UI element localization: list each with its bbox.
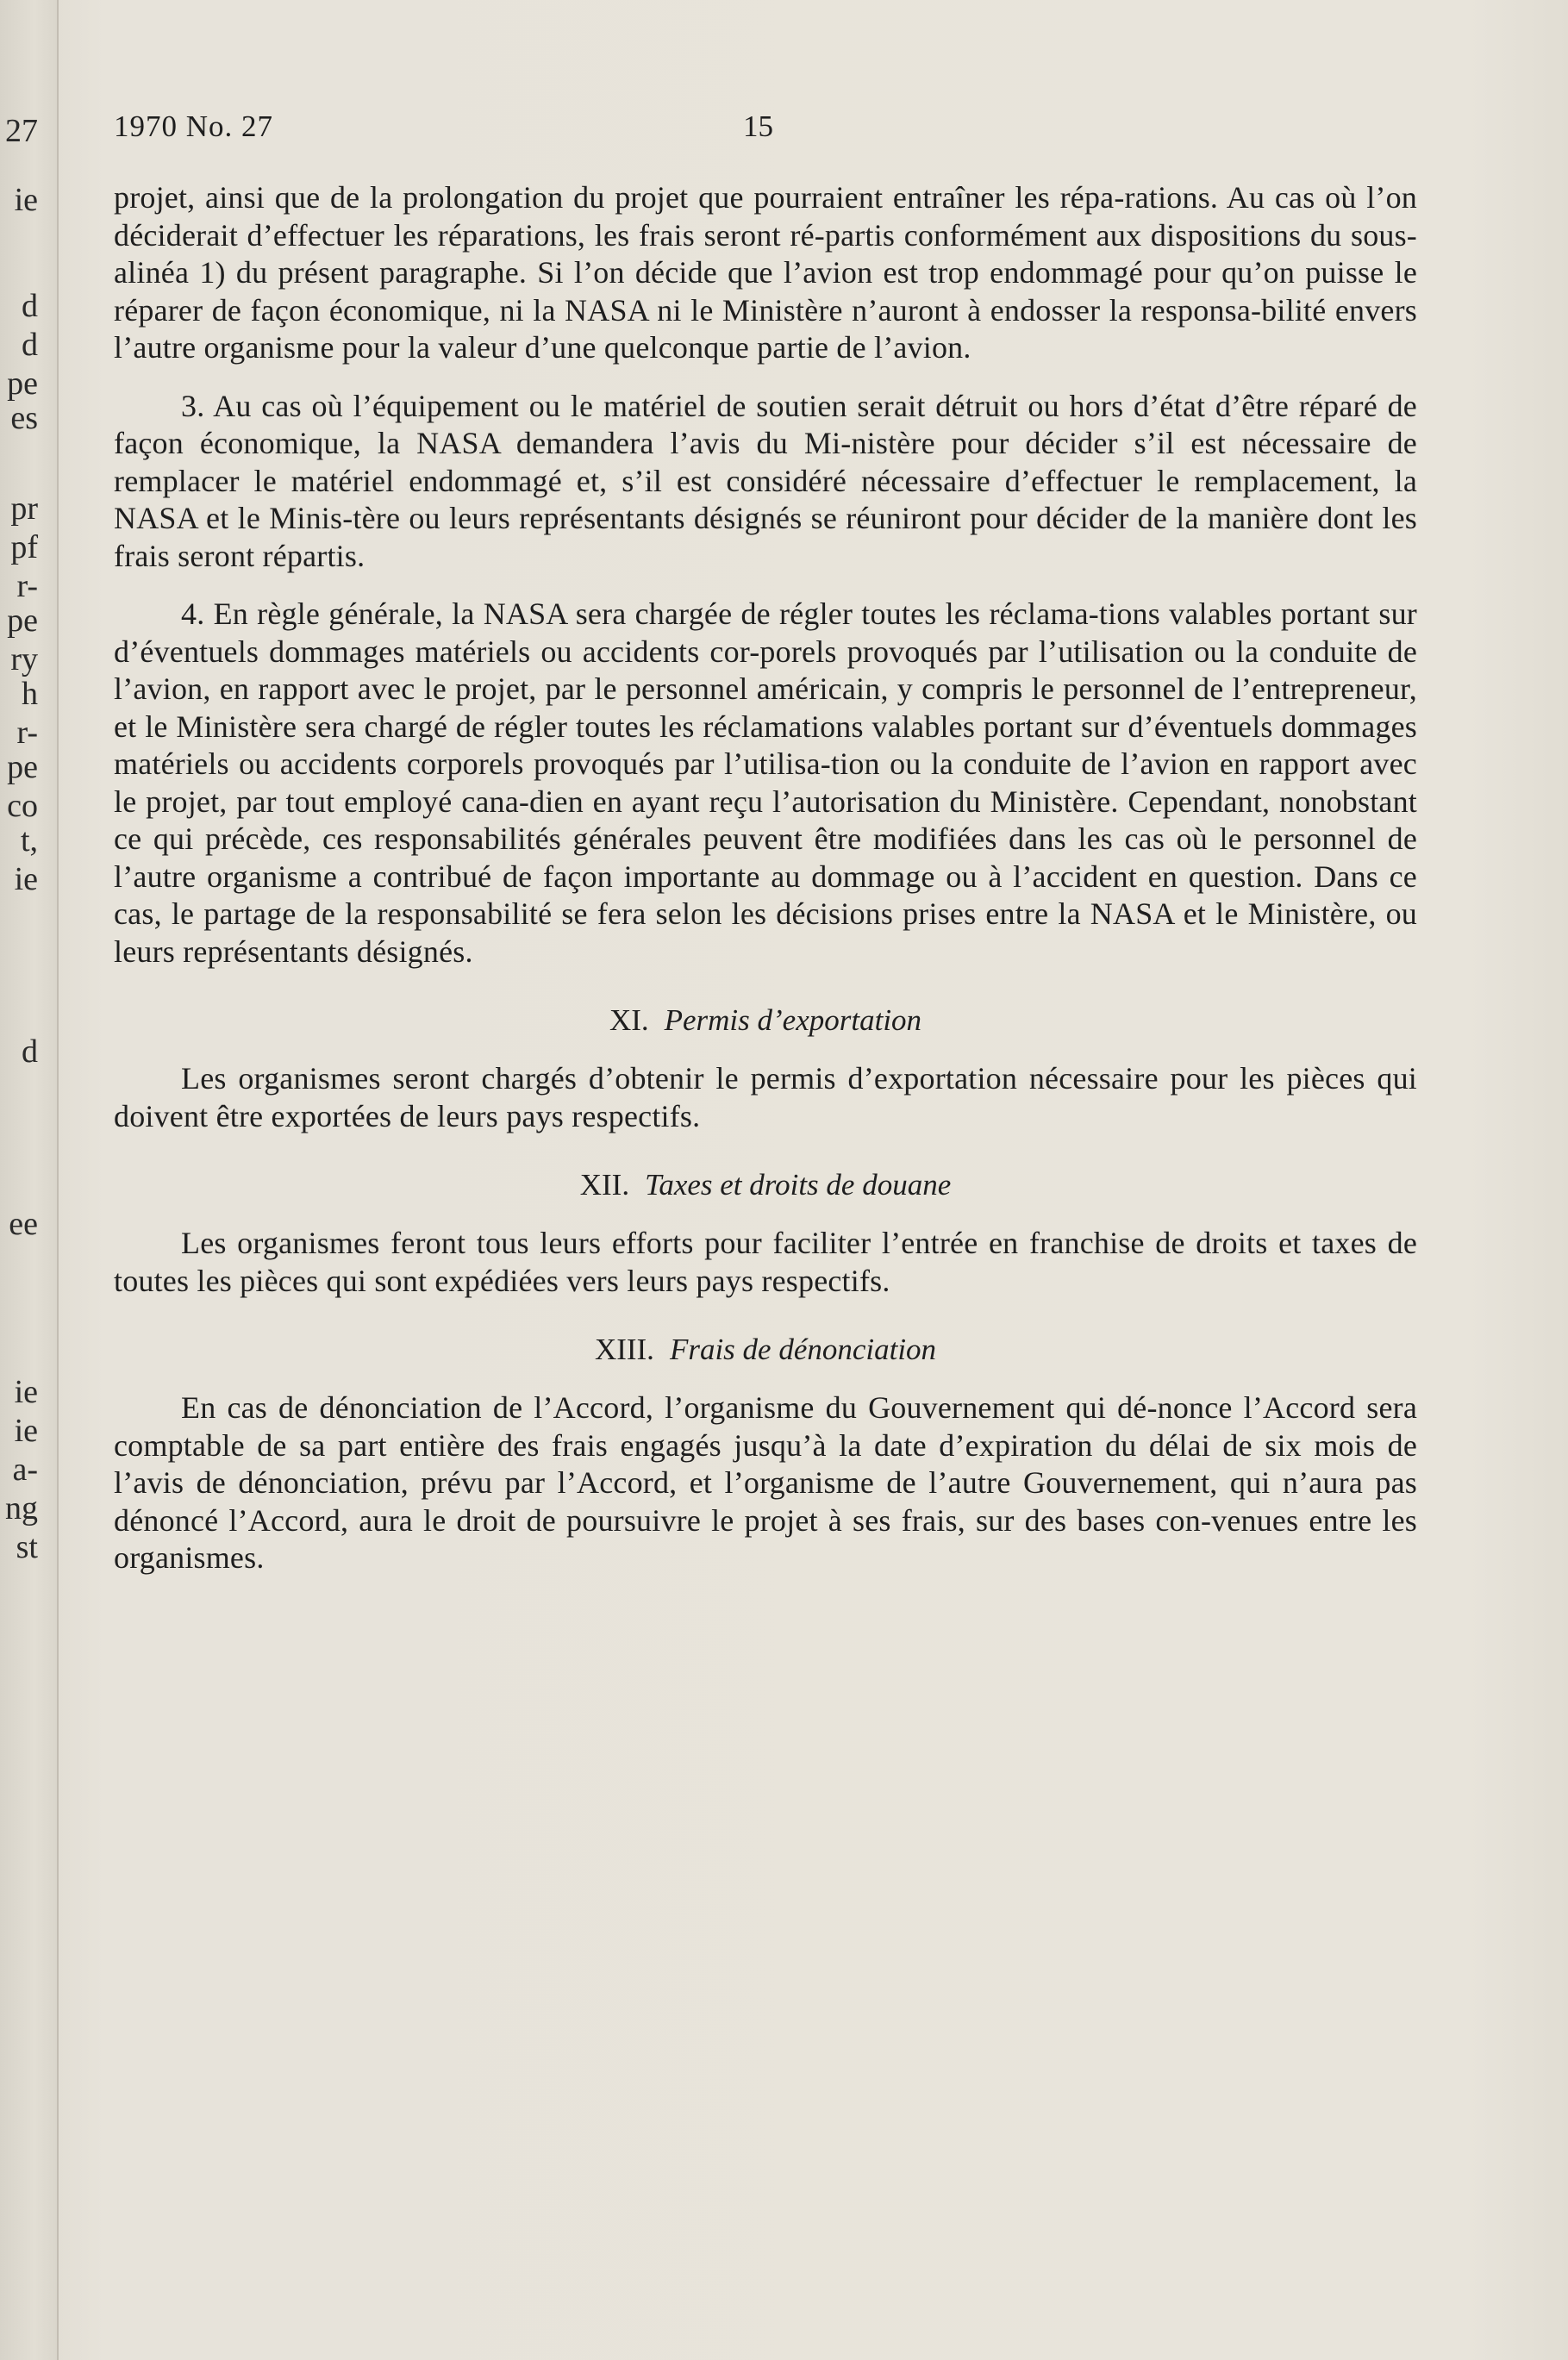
binding-fold-line [57, 0, 59, 2360]
section-heading-xi [114, 1002, 1417, 1040]
edge-fragment: h [22, 676, 38, 712]
paragraph-continuation: projet, ainsi que de la prolongation du projet que pourraient entraîner les répa-rations. Au cas où l’on déciderait d’effectuer les réparations, les frais seront ré-partis conformément aux dispositions du sous-alinéa 1) du présent paragraphe. Si l’on décide que l’avion est trop endommagé pour qu’on puisse le réparer de façon économique, ni la NASA ni le Ministère n’auront à endosser la responsa-bilité envers l’autre organisme pour la valeur d’une quelconque partie de l’avion. [114, 180, 1417, 365]
edge-fragment: ie [14, 182, 38, 218]
page-number: 15 [743, 109, 773, 143]
edge-fragment: pe [7, 749, 38, 785]
section-xiii-body: En cas de dénonciation de l’Accord, l’organisme du Gouvernement qui dé-nonce l’Accord sera comptable de sa part entière des frais engagés jusqu’à la date d’expiration du délai de six mois de l’avis de dénonciation, prévu par l’Accord, et l’organisme de l’autre Gouvernement, qui n’aura pas dénoncé l’Accord, aura le droit de poursuivre le projet à ses frais, sur des bases con-venues entre les organismes. [114, 1390, 1417, 1575]
section-heading-xiii [114, 1331, 1417, 1369]
edge-fragment: r- [16, 715, 38, 751]
edge-fragment: d [22, 1033, 38, 1070]
edge-fragment: d [22, 288, 38, 324]
section-xi-body: Les organismes seront chargés d’obtenir le permis d’exportation nécessaire pour les pièces qui doivent être exportées de leurs pays respectifs. [114, 1061, 1417, 1133]
edge-fragment: ie [14, 1413, 38, 1449]
edge-fragment: ry [10, 641, 38, 677]
page-header [114, 109, 1417, 151]
edge-fragment: r- [16, 568, 38, 604]
section-number: XIII. [594, 1333, 654, 1366]
edge-fragment: co [7, 788, 38, 824]
edge-fragment: ie [14, 861, 38, 897]
section-title: Permis d’exportation [664, 1003, 922, 1037]
page-body [114, 179, 1417, 1577]
section-title: Taxes et droits de douane [645, 1168, 952, 1202]
edge-fragment: es [10, 400, 38, 436]
edge-fragment: pe [7, 365, 38, 402]
section-number: XII. [579, 1168, 630, 1202]
edge-fragment: a- [12, 1452, 38, 1488]
edge-fragment: pe [7, 602, 38, 639]
edge-fragment: t, [20, 822, 38, 858]
edge-fragment: pr [10, 490, 38, 527]
section-heading-xii [114, 1166, 1417, 1204]
edge-fragment: ee [9, 1206, 38, 1242]
paragraph-3: 3. Au cas où l’équipement ou le matériel de soutien serait détruit ou hors d’état d’être réparé de façon économique, la NASA demandera l’avis du Mi-nistère pour décider s’il est nécessaire de remplacer le matériel endommagé et, s’il est considéré nécessaire d’effectuer le remplacement, la NASA et le Minis-tère ou leurs représentants désignés se réuniront pour décider de la manière dont les frais seront répartis. [114, 388, 1417, 573]
section-title: Frais de dénonciation [669, 1333, 937, 1366]
edge-fragment: ng [5, 1490, 38, 1527]
edge-fragment: d [22, 327, 38, 363]
edge-fragment: ie [14, 1374, 38, 1410]
edge-fragment: 27 [5, 113, 38, 149]
edge-fragment: pf [10, 529, 38, 565]
edge-fragment: st [16, 1529, 38, 1565]
section-number: XI. [609, 1003, 649, 1037]
section-xii-body: Les organismes feront tous leurs efforts pour faciliter l’entrée en franchise de droits et taxes de toutes les pièces qui sont expédiées vers leurs pays respectifs. [114, 1226, 1417, 1298]
paragraph-4: 4. En règle générale, la NASA sera chargée de régler toutes les réclama-tions valables portant sur d’éventuels dommages matériels ou accidents cor-porels provoqués par l’utilisation ou la conduite de l’avion, en rapport avec le projet, par le personnel américain, y compris le personnel de l’entrepreneur, et le Ministère sera chargé de régler toutes les réclamations valables portant sur d’éventuels dommages matériels ou accidents corporels provoqués par l’utilisa-tion ou la conduite de l’avion en rapport avec le projet, par tout employé cana-dien en ayant reçu l’autorisation du Ministère. Cependant, nonobstant ce qui précède, ces responsabilités générales peuvent être modifiées dans les cas où le personnel de l’autre organisme a contribué de façon importante au dommage ou à l’accident en question. Dans ce cas, le partage de la responsabilité se fera selon les décisions prises entre la NASA et le Ministère, ou leurs représentants désignés. [114, 596, 1417, 969]
running-head: 1970 No. 27 [114, 109, 274, 143]
